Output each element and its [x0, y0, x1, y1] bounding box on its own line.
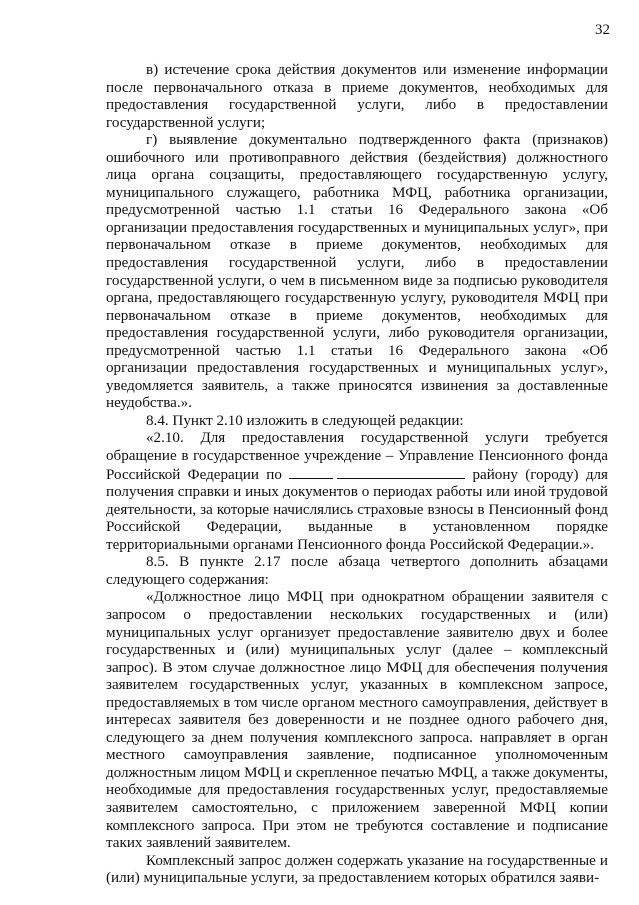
document-body: [106, 62, 608, 888]
paragraph-item-8-4: 8.4. Пункт 2.10 изложить в следующей редакции:: [146, 412, 464, 429]
blank-line: [337, 466, 465, 479]
paragraph-item-8-5: 8.5. В пункте 2.17 после абзаца четвертого дополнить абзацами следующего содержания:: [106, 554, 608, 588]
clause-2-10-end: району (городу) для получения справки и иных документов о периодах работы или иной трудовой деятельности, за которые начислялись страховые взносы в Пенсионный фонд Российской Федерации, выданные в установленном порядке территориальными органами Пенсионного фонда Российской Федерации.».: [106, 466, 608, 553]
clause-2-10-start: «2.10. Для предоставления государственной услуги требуется обращение в государственное учреждение – Управление Пенсионного фонда Российской Федерации по: [106, 430, 608, 483]
paragraph-complex-request-content: Комплексный запрос должен содержать указание на государственные и (или) муниципальные услуги, за предоставлением которых обратился заяви-: [106, 852, 608, 887]
paragraph-mfc-complex-request: «Должностное лицо МФЦ при однократном обращении заявителя с запросом о предоставлении нескольких государственных и (или) муниципальных услуг организует предоставление заявителю двух и более государственных и (или) муниципальных услуг (далее – комплексный запрос). В этом случае должностное лицо МФЦ для обеспечения получения заявителем государственных услуг, указанных в комплексном запросе, предоставляемых в том числе органом местного самоуправления, действует в интересах заявителя без доверенности и не позднее одного рабочего дня, следующего за днем получения комплексного запроса. направляет в орган местного самоуправления заявление, подписанное уполномоченным должностным лицом МФЦ и скрепленное печатью МФЦ, а также документы, необходимые для предоставления государственных услуг, предоставляемые заявителем самостоятельно, с приложением заверенной МФЦ копии комплексного запроса. При этом не требуются составление и подписание таких заявлений заявителем.: [106, 589, 608, 852]
page-number: 32: [595, 22, 610, 38]
blank-line: [289, 466, 333, 479]
paragraph-subitem-g: г) выявление документально подтвержденного факта (признаков) ошибочного или противоправного действия (бездействия) должностного лица органа соцзащиты, предоставляющего государственную услугу, муниципального служащего, работника МФЦ, работника организации, предусмотренной частью 1.1 статьи 16 Федерального закона «Об организации предоставления государственных и муниципальных услуг», при первоначальном отказе в приеме документов, необходимых для предоставления государственной услуги, либо в предоставлении государственной услуги, о чем в письменном виде за подписью руководителя органа, предоставляющего государственную услугу, руководителя МФЦ при первоначальном отказе в приеме документов, необходимых для предоставления государственной услуги, либо руководителя организации, предусмотренной частью 1.1 статьи 16 Федерального закона «Об организации предоставления государственных и муниципальных услуг», уведомляется заявитель, а также приносятся извинения за доставленные неудобства.».: [106, 132, 608, 412]
paragraph-clause-2-10: [106, 430, 608, 554]
paragraph-subitem-v: в) истечение срока действия документов или изменение информации после первоначального отказа в приеме документов, необходимых для предоставления государственной услуги, либо в предоставлении государственной услуги;: [106, 62, 608, 131]
